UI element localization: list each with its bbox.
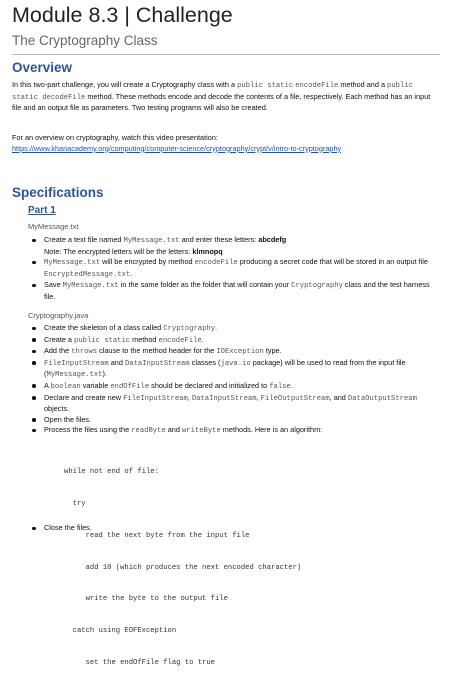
code-text: DataOutputStream	[347, 394, 417, 403]
plain-text: Create the skeleton of a class called	[44, 323, 164, 332]
plain-text: ,	[256, 392, 261, 402]
plain-text: Create a	[44, 334, 75, 344]
code-text: writeByte	[181, 427, 221, 436]
list-item	[28, 257, 438, 280]
page-title: Module 8.3 | Challenge	[12, 3, 233, 27]
plain-text: Note: The encrypted letters will be the letters:	[44, 246, 193, 256]
code-text: FileInputStream	[44, 359, 109, 368]
plain-text: package) will be used to read from the input file (	[44, 357, 406, 379]
plain-text: objects.	[44, 404, 70, 414]
plain-text: ).	[102, 369, 107, 379]
plain-text: .	[201, 334, 204, 344]
title-divider	[12, 54, 440, 55]
plain-text: Process the files using the	[44, 425, 132, 435]
code-text: false	[269, 382, 291, 391]
plain-text: ,	[187, 392, 192, 402]
plain-text: , and	[329, 392, 348, 402]
plain-text: method. These methods encode and decode the contents of a file, respectively. Each method has an input file and an output file as parameters. Two testing programs will also be created.	[12, 91, 431, 113]
list-item	[28, 235, 438, 257]
plain-text: method and a	[338, 80, 388, 89]
plain-text: in the same folder as the folder that will contain your	[118, 280, 292, 290]
plain-text: .	[215, 323, 218, 332]
code-text: endOfFile	[110, 382, 150, 391]
code-text: public static decodeFile	[12, 82, 413, 102]
list-item	[28, 425, 438, 437]
code-text: IOException	[216, 348, 264, 357]
list-item	[28, 415, 438, 426]
khan-academy-link[interactable]: https://www.khanacademy.org/computing/computer-science/cryptography/crypt/v/intro-to-cryptography	[12, 143, 342, 153]
code-text: EncryptedMessage.txt	[44, 270, 131, 279]
plain-text: producing a secret code that will be stored in an output file	[237, 257, 428, 267]
code-text: encodeFile	[194, 259, 238, 268]
cryptography-list	[28, 323, 438, 437]
bold-text: klmnopq	[192, 246, 223, 256]
plain-text: method	[130, 334, 159, 344]
cryptography-label: Cryptography.java	[28, 311, 89, 320]
plain-text: class and the test harness file.	[44, 280, 430, 301]
list-item	[28, 323, 438, 335]
plain-text: and	[165, 425, 182, 435]
mymessage-label: MyMessage.txt	[28, 222, 79, 231]
code-text: FileOutputStream	[260, 394, 330, 403]
code-text: encodeFile	[295, 82, 339, 90]
algorithm-block	[64, 446, 301, 690]
list-item	[28, 346, 438, 358]
code-text: DataInputStream	[124, 359, 190, 368]
video-intro-text: For an overview on cryptography, watch this video presentation:	[12, 133, 218, 142]
plain-text: A	[44, 380, 51, 390]
code-text: boolean	[50, 382, 81, 391]
plain-text: classes (	[189, 357, 221, 367]
plain-text: .	[290, 380, 293, 390]
close-files-list	[28, 523, 438, 534]
code-text: MyMessage.txt	[62, 282, 119, 291]
code-text: Cryptography	[291, 282, 343, 291]
code-text: readByte	[131, 427, 166, 436]
code-text: public static	[74, 336, 131, 345]
plain-text: Declare and create new	[44, 392, 124, 402]
plain-text: methods. Here is an algorithm:	[220, 425, 323, 435]
mymessage-list	[28, 235, 438, 303]
list-item	[28, 381, 438, 393]
algorithm-line: try	[64, 499, 86, 508]
list-item	[28, 280, 438, 302]
algorithm-line: while not end of file:	[64, 468, 159, 477]
video-intro-paragraph	[12, 133, 438, 154]
list-item	[28, 358, 438, 381]
plain-text: Open the files.	[44, 414, 92, 424]
plain-text: clause to the method header for the	[97, 346, 217, 356]
code-text: DataInputStream	[191, 394, 257, 403]
plain-text: will be encrypted by method	[100, 257, 195, 267]
algorithm-line: catch using EOFException	[64, 627, 177, 636]
code-text: encodeFile	[158, 336, 202, 345]
plain-text: should be declared and initialized to	[149, 380, 270, 390]
code-text: throws	[71, 348, 98, 357]
list-item	[28, 335, 438, 347]
list-item: Close the files.	[28, 523, 438, 534]
code-text: public static	[237, 82, 294, 90]
overview-heading: Overview	[12, 60, 73, 75]
part-1-heading: Part 1	[28, 205, 56, 216]
algorithm-line: read the next byte from the input file	[64, 531, 250, 540]
specifications-heading: Specifications	[12, 185, 104, 200]
bold-text: abcdefg	[258, 235, 287, 244]
code-text: MyMessage.txt	[46, 371, 103, 380]
code-text: MyMessage.txt	[44, 259, 101, 268]
page-subtitle: The Cryptography Class	[12, 33, 158, 48]
plain-text: type.	[263, 346, 282, 356]
plain-text: Save	[44, 280, 63, 290]
plain-text: and enter these letters:	[179, 235, 259, 244]
code-text: java.io	[220, 359, 251, 368]
algorithm-line: add 10 (which produces the next encoded character)	[64, 563, 302, 572]
plain-text: and	[108, 357, 125, 367]
code-text: Cryptography	[163, 325, 216, 333]
plain-text: Add the	[44, 346, 72, 356]
plain-text: .	[130, 268, 133, 278]
algorithm-line: write the byte to the output file	[64, 595, 228, 604]
plain-text: Create a text file named	[44, 235, 124, 244]
code-text: MyMessage.txt	[123, 237, 180, 245]
algorithm-line: set the endOfFile flag to true	[64, 658, 215, 667]
overview-paragraph	[12, 80, 438, 114]
plain-text: In this two-part challenge, you will create a Cryptography class with a	[12, 80, 238, 89]
plain-text: variable	[80, 380, 111, 390]
list-item	[28, 393, 438, 415]
code-text: FileInputStream	[123, 394, 188, 403]
